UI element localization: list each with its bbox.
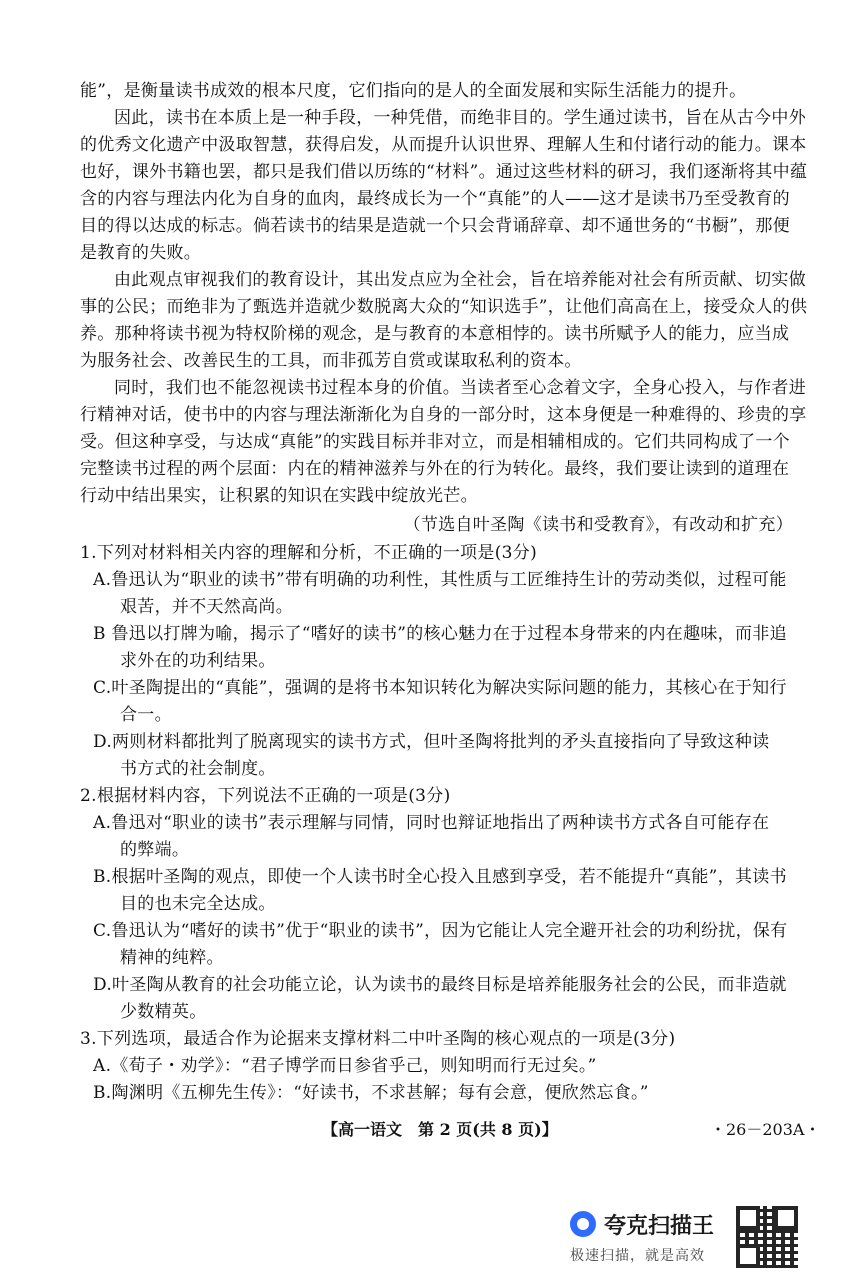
scanner-brand-name: 夸克扫描王: [604, 1214, 715, 1239]
question-3-stem: 3.下列选项，最适合作为论据来支撑材料二中叶圣陶的核心观点的一项是(3分): [80, 1029, 676, 1049]
q1-option-d: D.两则材料都批判了脱离现实的读书方式，但叶圣陶将批判的矛头直接指向了导致这种读: [93, 732, 770, 752]
passage-line: 受。但这种享受，与达成“真能”的实践目标并非对立，而是相辅相成的。它们共同构成了一个: [80, 432, 790, 452]
q2-option-c: C.鲁迅认为“嗜好的读书”优于“职业的读书”，因为它能让人完全避开社会的功利纷扰，保有: [93, 921, 788, 941]
passage-line: 因此，读书在本质上是一种手段，一种凭借，而绝非目的。学生通过读书，旨在从古今中外: [114, 108, 806, 128]
q2-option-c-cont: 精神的纯粹。: [120, 948, 224, 968]
passage-line: 含的内容与理法内化为自身的血肉，最终成长为一个“真能”的人——这才是读书乃至受教育的: [80, 189, 790, 209]
q2-option-b: B.根据叶圣陶的观点，即使一个人读书时全心投入且感到享受，若不能提升“真能”，其读书: [93, 867, 787, 887]
q3-option-b: B.陶渊明《五柳先生传》：“好读书，不求甚解；每有会意，便欣然忘食。”: [93, 1083, 649, 1103]
source-citation: （节选自叶圣陶《读书和受教育》，有改动和扩充）: [403, 515, 793, 535]
question-1-stem: 1.下列对材料相关内容的理解和分析，不正确的一项是(3分): [80, 543, 537, 563]
passage-line: 目的得以达成的标志。倘若读书的结果是造就一个只会背诵辞章、却不通世务的“书橱”，那便: [80, 216, 790, 236]
q1-option-b: B 鲁迅以打牌为喻，揭示了“嗜好的读书”的核心魅力在于过程本身带来的内在趣味，而非追: [93, 624, 787, 644]
q2-option-a-cont: 的弊端。: [120, 840, 190, 860]
q1-option-c-cont: 合一。: [120, 705, 172, 725]
q1-option-a-cont: 艰苦，并不天然高尚。: [120, 597, 293, 617]
q2-option-a: A.鲁迅对“职业的读书”表示理解与同情，同时也辩证地指出了两种读书方式各自可能存在: [93, 813, 770, 833]
passage-line: 养。那种将读书视为特权阶梯的观念，是与教育的本意相悖的。读书所赋予人的能力，应当成: [80, 324, 790, 344]
q1-option-c: C.叶圣陶提出的“真能”，强调的是将书本知识转化为解决实际问题的能力，其核心在于知行: [93, 678, 787, 698]
scanner-slogan: 极速扫描，就是高效: [570, 1248, 705, 1264]
passage-line: 完整读书过程的两个层面：内在的精神滋养与外在的行为转化。最终，我们要让读到的道理在: [80, 459, 790, 479]
q1-option-b-cont: 求外在的功利结果。: [120, 651, 276, 671]
q3-option-a: A.《荀子・劝学》：“君子博学而日参省乎己，则知明而行无过矣。”: [93, 1056, 597, 1076]
q2-option-d: D.叶圣陶从教育的社会功能立论，认为读书的最终目标是培养能服务社会的公民，而非造就: [93, 975, 787, 995]
question-2-stem: 2.根据材料内容，下列说法不正确的一项是(3分): [80, 786, 451, 806]
q1-option-a: A.鲁迅认为“职业的读书”带有明确的功利性，其性质与工匠维持生计的劳动类似，过程可能: [93, 570, 787, 590]
page-footer-code: ・26－203A・: [710, 1120, 821, 1139]
passage-line: 为服务社会、改善民生的工具，而非孤芳自赏或谋取私利的资本。: [80, 351, 582, 371]
passage-line: 也好，课外书籍也罢，都只是我们借以历练的“材料”。通过这些材料的研习，我们逐渐将其中蕴: [80, 162, 808, 182]
scanner-watermark: [570, 1205, 730, 1267]
q2-option-d-cont: 少数精英。: [120, 1002, 207, 1022]
passage-line: 同时，我们也不能忽视读书过程本身的价值。当读者至心念着文字，全身心投入，与作者进: [114, 378, 806, 398]
passage-line: 是教育的失败。: [80, 243, 202, 263]
passage-line: 行动中结出果实，让积累的知识在实践中绽放光芒。: [80, 486, 478, 506]
q1-option-d-cont: 书方式的社会制度。: [120, 759, 276, 779]
qr-code-icon: [736, 1206, 798, 1268]
q2-option-b-cont: 目的也未完全达成。: [120, 894, 276, 914]
passage-line: 由此观点审视我们的教育设计，其出发点应为全社会，旨在培养能对社会有所贡献、切实做: [114, 270, 806, 290]
passage-line: 能”，是衡量读书成效的根本尺度，它们指向的是人的全面发展和实际生活能力的提升。: [80, 81, 747, 101]
passage-line: 行精神对话，使书中的内容与理法渐渐化为自身的一部分时，这本身便是一种难得的、珍贵的享: [80, 405, 807, 425]
passage-line: 事的公民；而绝非为了甄选并造就少数脱离大众的“知识选手”，让他们高高在上，接受众人的供: [80, 297, 808, 317]
quark-logo-icon: [570, 1211, 596, 1237]
page-footer-title: 【高一语文 第 2 页(共 8 页)】: [322, 1120, 558, 1139]
passage-line: 的优秀文化遗产中汲取智慧，获得启发，从而提升认识世界、理解人生和付诸行动的能力。课本: [80, 135, 807, 155]
